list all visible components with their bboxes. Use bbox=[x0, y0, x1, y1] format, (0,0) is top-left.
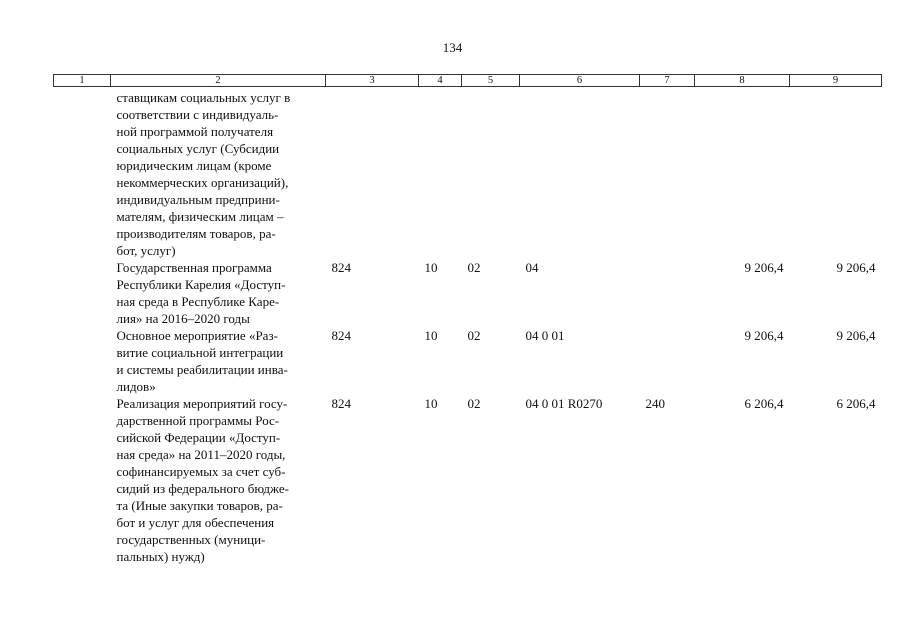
name-line: сийской Федерации «Доступ- bbox=[116, 430, 281, 445]
name-line: мателям, физическим лицам – bbox=[116, 209, 284, 224]
col-header-9: 9 bbox=[790, 75, 882, 87]
col-header-1: 1 bbox=[54, 75, 111, 87]
cell-c3: 824 bbox=[331, 260, 351, 275]
cell-c8: 9 206,4 bbox=[744, 260, 784, 275]
cell-c7 bbox=[640, 87, 695, 260]
col-header-5: 5 bbox=[462, 75, 520, 87]
name-line: Государственная программа bbox=[116, 260, 272, 275]
cell-col-1 bbox=[54, 395, 111, 565]
cell-c5: 02 bbox=[467, 260, 481, 275]
column-number-row bbox=[54, 75, 882, 87]
name-line: индивидуальным предприни- bbox=[116, 192, 280, 207]
name-line: производителям товаров, ра- bbox=[116, 226, 276, 241]
name-line: государственных (муници- bbox=[116, 532, 266, 547]
cell-col-1 bbox=[54, 259, 111, 327]
cell-c7: 240 bbox=[645, 396, 665, 411]
cell-name bbox=[111, 87, 326, 260]
cell-c8: 6 206,4 bbox=[744, 396, 784, 411]
name-line: та (Иные закупки товаров, ра- bbox=[116, 498, 283, 513]
cell-c3 bbox=[326, 87, 419, 260]
col-header-7: 7 bbox=[640, 75, 695, 87]
cell-c9: 9 206,4 bbox=[836, 328, 876, 343]
budget-table bbox=[53, 74, 882, 565]
cell-c4: 10 bbox=[424, 396, 438, 411]
table-row bbox=[54, 395, 882, 565]
cell-c7 bbox=[640, 327, 695, 395]
cell-c6 bbox=[520, 87, 640, 260]
cell-col-1 bbox=[54, 87, 111, 260]
cell-c5 bbox=[462, 87, 520, 260]
page-number: 134 bbox=[442, 40, 463, 55]
cell-c6: 04 bbox=[525, 260, 539, 275]
cell-c6: 04 0 01 bbox=[525, 328, 565, 343]
name-line: Республики Карелия «Доступ- bbox=[116, 277, 286, 292]
table-row bbox=[54, 327, 882, 395]
name-line: соответствии с индивидуаль- bbox=[116, 107, 279, 122]
cell-c9: 9 206,4 bbox=[836, 260, 876, 275]
name-line: Реализация мероприятий госу- bbox=[116, 396, 288, 411]
name-line: сидий из федерального бюдже- bbox=[116, 481, 289, 496]
col-header-6: 6 bbox=[520, 75, 640, 87]
col-header-3: 3 bbox=[326, 75, 419, 87]
name-line: лия» на 2016–2020 годы bbox=[116, 311, 250, 326]
name-line: Основное мероприятие «Раз- bbox=[116, 328, 278, 343]
name-line: софинансируемых за счет суб- bbox=[116, 464, 286, 479]
cell-name bbox=[111, 259, 326, 327]
cell-c8 bbox=[695, 87, 790, 260]
col-header-2: 2 bbox=[111, 75, 326, 87]
cell-name bbox=[111, 327, 326, 395]
name-line: пальных) нужд) bbox=[116, 549, 205, 564]
name-line: некоммерческих организаций), bbox=[116, 175, 289, 190]
name-line: бот, услуг) bbox=[116, 243, 176, 258]
name-line: ная среда в Республике Каре- bbox=[116, 294, 280, 309]
cell-c4: 10 bbox=[424, 260, 438, 275]
name-line: витие социальной интеграции bbox=[116, 345, 284, 360]
cell-c4: 10 bbox=[424, 328, 438, 343]
table-row bbox=[54, 259, 882, 327]
name-line: и системы реабилитации инва- bbox=[116, 362, 288, 377]
cell-c5: 02 bbox=[467, 396, 481, 411]
cell-name bbox=[111, 395, 326, 565]
cell-c5: 02 bbox=[467, 328, 481, 343]
name-line: социальных услуг (Субсидии bbox=[116, 141, 280, 156]
cell-c9: 6 206,4 bbox=[836, 396, 876, 411]
name-line: дарственной программы Рос- bbox=[116, 413, 280, 428]
cell-c3: 824 bbox=[331, 396, 351, 411]
col-header-4: 4 bbox=[419, 75, 462, 87]
cell-c8: 9 206,4 bbox=[744, 328, 784, 343]
cell-c9 bbox=[790, 87, 882, 260]
cell-c7 bbox=[640, 259, 695, 327]
cell-c3: 824 bbox=[331, 328, 351, 343]
name-line: ставщикам социальных услуг в bbox=[116, 90, 291, 105]
name-line: юридическим лицам (кроме bbox=[116, 158, 272, 173]
name-line: ной программой получателя bbox=[116, 124, 274, 139]
cell-c4 bbox=[419, 87, 462, 260]
col-header-8: 8 bbox=[695, 75, 790, 87]
table-row bbox=[54, 87, 882, 260]
name-line: лидов» bbox=[116, 379, 156, 394]
cell-c6: 04 0 01 R0270 bbox=[525, 396, 603, 411]
name-line: ная среда» на 2011–2020 годы, bbox=[116, 447, 286, 462]
cell-col-1 bbox=[54, 327, 111, 395]
name-line: бот и услуг для обеспечения bbox=[116, 515, 275, 530]
